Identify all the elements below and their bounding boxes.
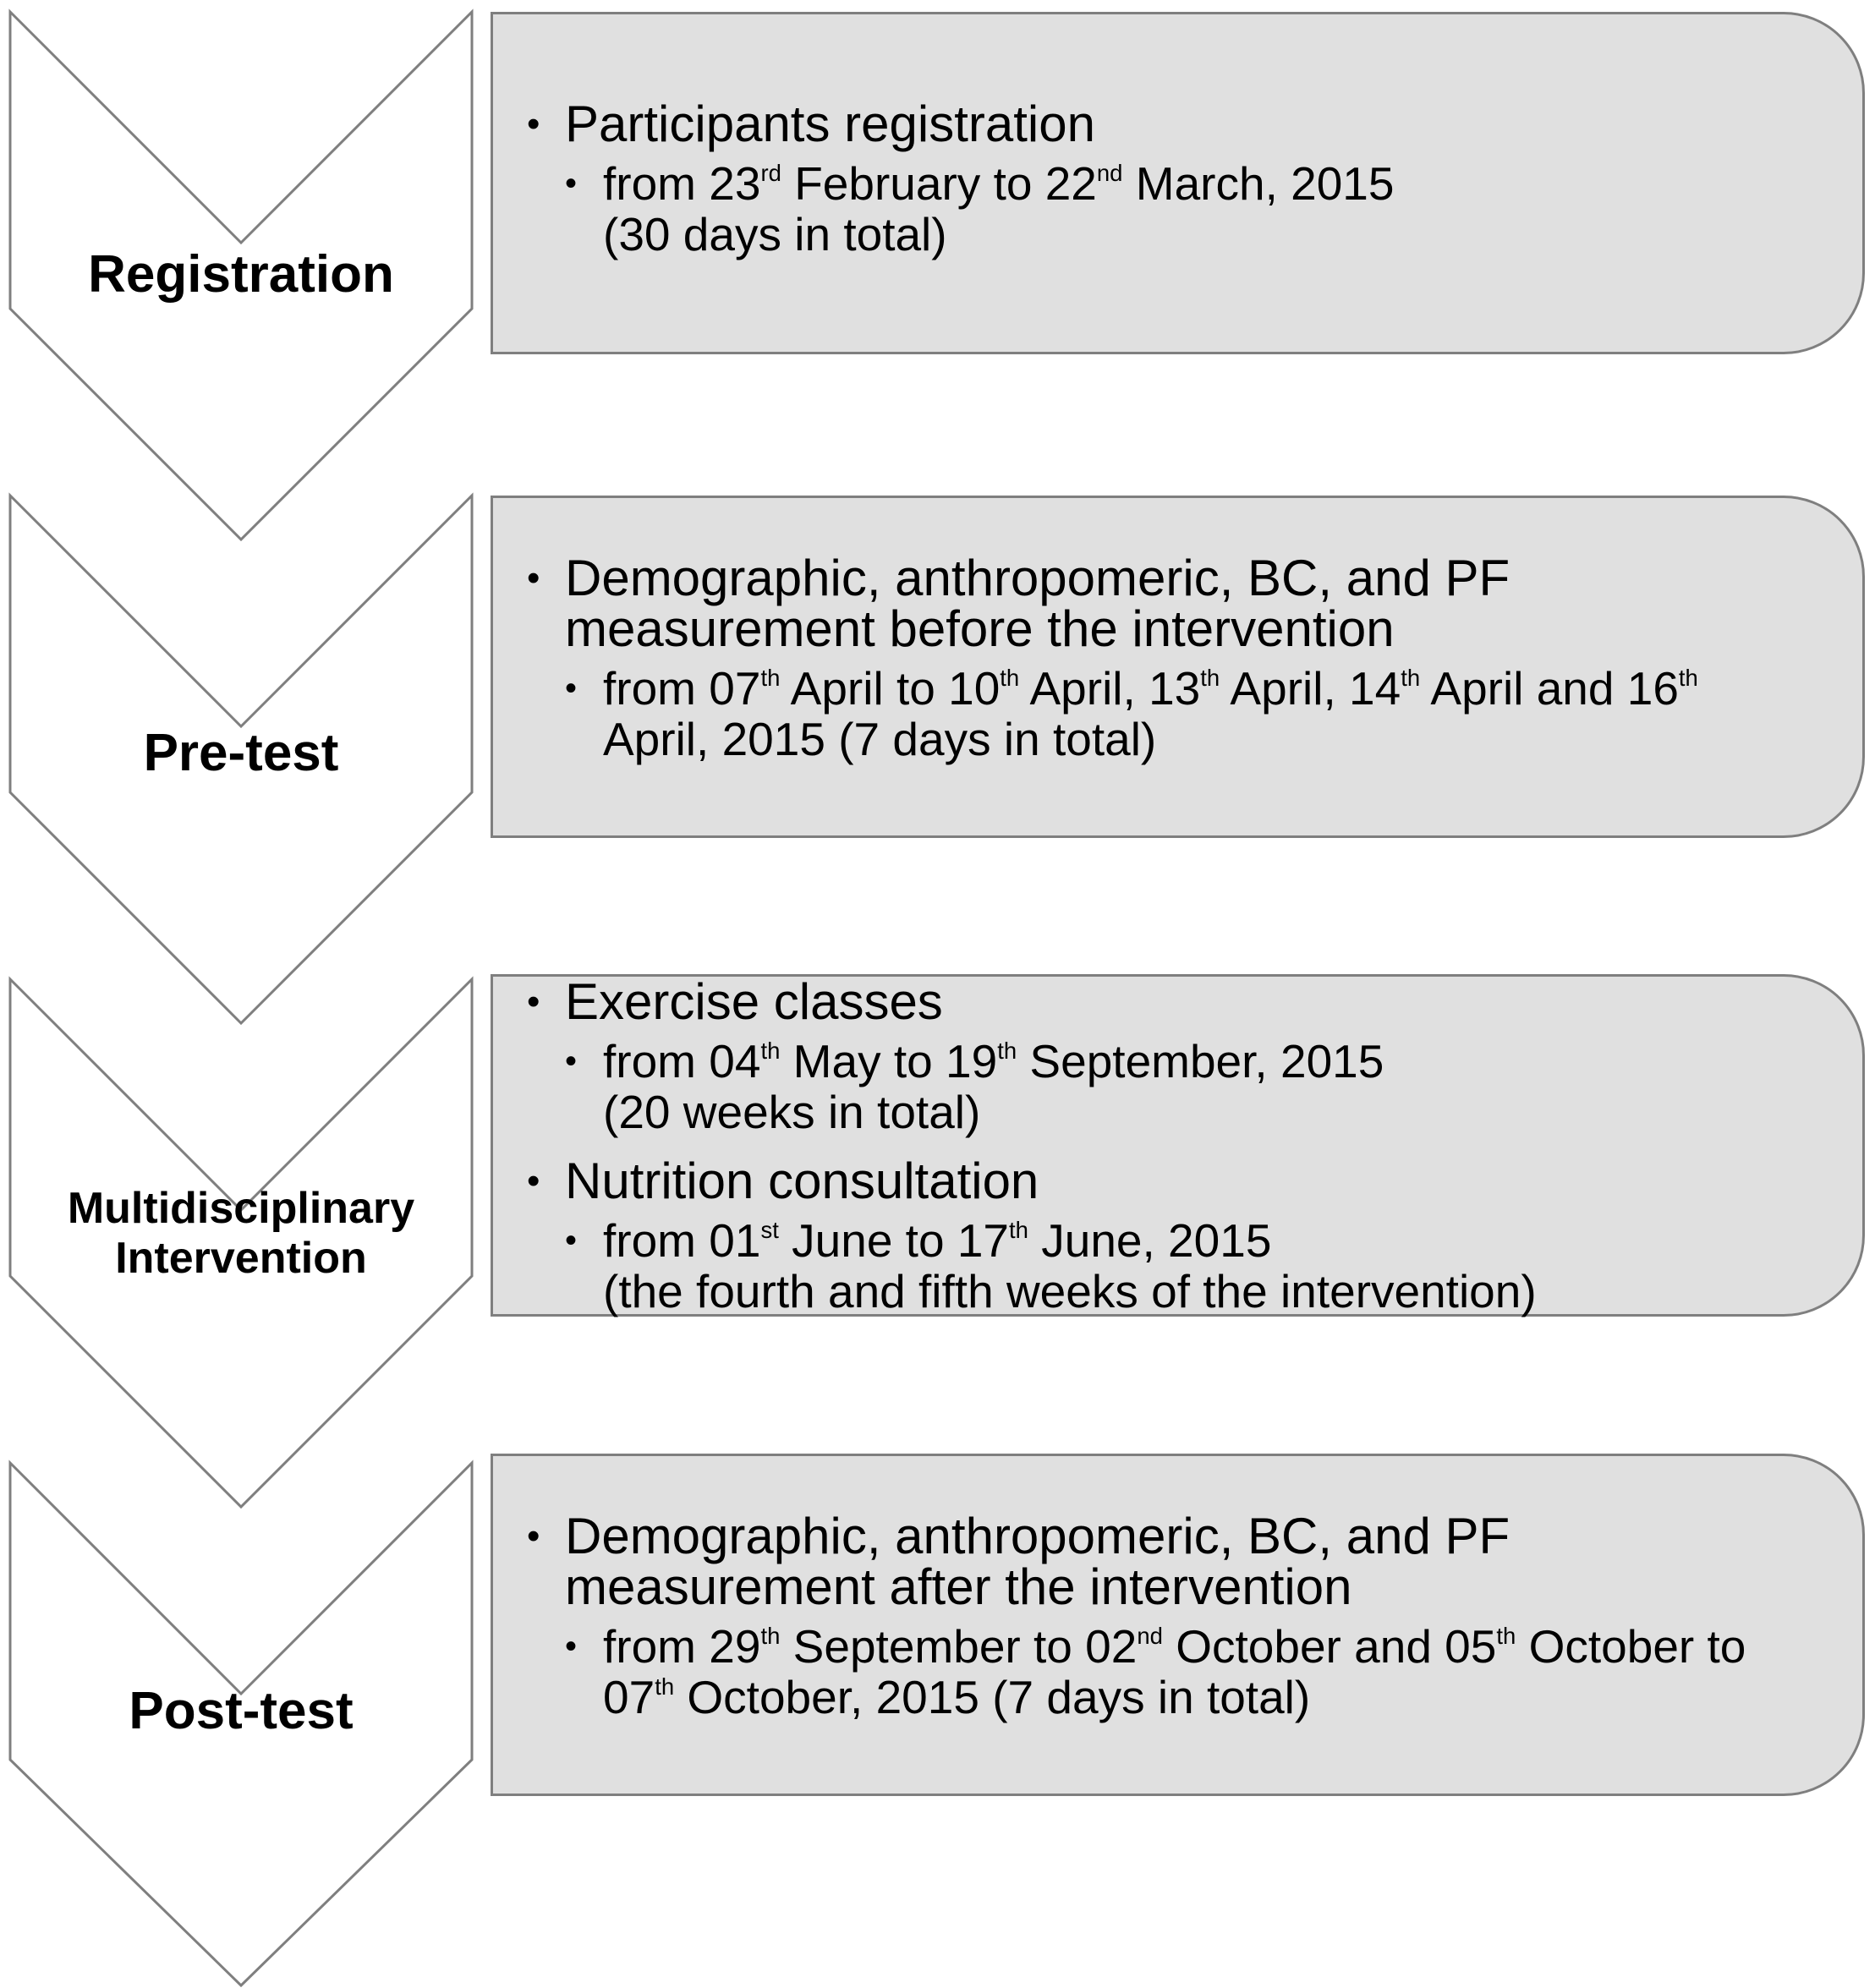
sub-bullet-line: (the fourth and fifth weeks of the intervention) [603, 1265, 1537, 1317]
stage-label-registration: Registration [88, 245, 394, 304]
sub-bullet-line: April, 2015 (7 days in total) [603, 713, 1157, 765]
sub-bullet-line: 07th October, 2015 (7 days in total) [603, 1671, 1311, 1723]
sub-bullet-line: (30 days in total) [603, 208, 947, 260]
panel-content [527, 973, 1828, 1317]
stage-label-post-test: Post-test [129, 1682, 354, 1740]
stage-panel-intervention [491, 974, 1865, 1317]
bullet-item: • Nutrition consultation [527, 1156, 1828, 1207]
sub-bullet-item [565, 158, 1828, 260]
sub-bullet-line: • from 07th April to 10th April, 13th April, 14th April and 16th [603, 662, 1698, 715]
stage-label-line: Multidisciplinary [67, 1184, 415, 1233]
sub-bullet-line: • from 29th September to 02nd October and 05th October to [603, 1620, 1746, 1673]
stage-label-line: Intervention [115, 1234, 367, 1284]
bullet-item: • Exercise classes [527, 977, 1828, 1027]
panel-content [527, 1508, 1828, 1723]
bullet-item: • Demographic, anthropomeric, BC, and PF measurement before the intervention [527, 553, 1828, 654]
sub-bullet-item [565, 1215, 1828, 1317]
sub-bullet-item [565, 1621, 1828, 1722]
stage-panel-pre-test [491, 496, 1865, 838]
stage-panel-registration [491, 12, 1865, 354]
sub-bullet-line: • from 01st June to 17th June, 2015 [603, 1214, 1272, 1267]
sub-bullet-item [565, 1036, 1828, 1137]
sub-bullet-line: (20 weeks in total) [603, 1086, 981, 1138]
sub-bullet-line: • from 23rd February to 22nd March, 2015 [603, 157, 1395, 210]
stage-label-pre-test: Pre-test [143, 724, 339, 782]
stage-label-intervention [10, 1184, 472, 1284]
sub-bullet-item [565, 663, 1828, 764]
bullet-item: • Demographic, anthropomeric, BC, and PF measurement after the intervention [527, 1511, 1828, 1613]
panel-content [527, 96, 1828, 260]
stage-panel-post-test [491, 1454, 1865, 1796]
sub-bullet-line: • from 04th May to 19th September, 2015 [603, 1035, 1384, 1087]
panel-content [527, 550, 1828, 765]
bullet-item: • Participants registration [527, 99, 1828, 150]
